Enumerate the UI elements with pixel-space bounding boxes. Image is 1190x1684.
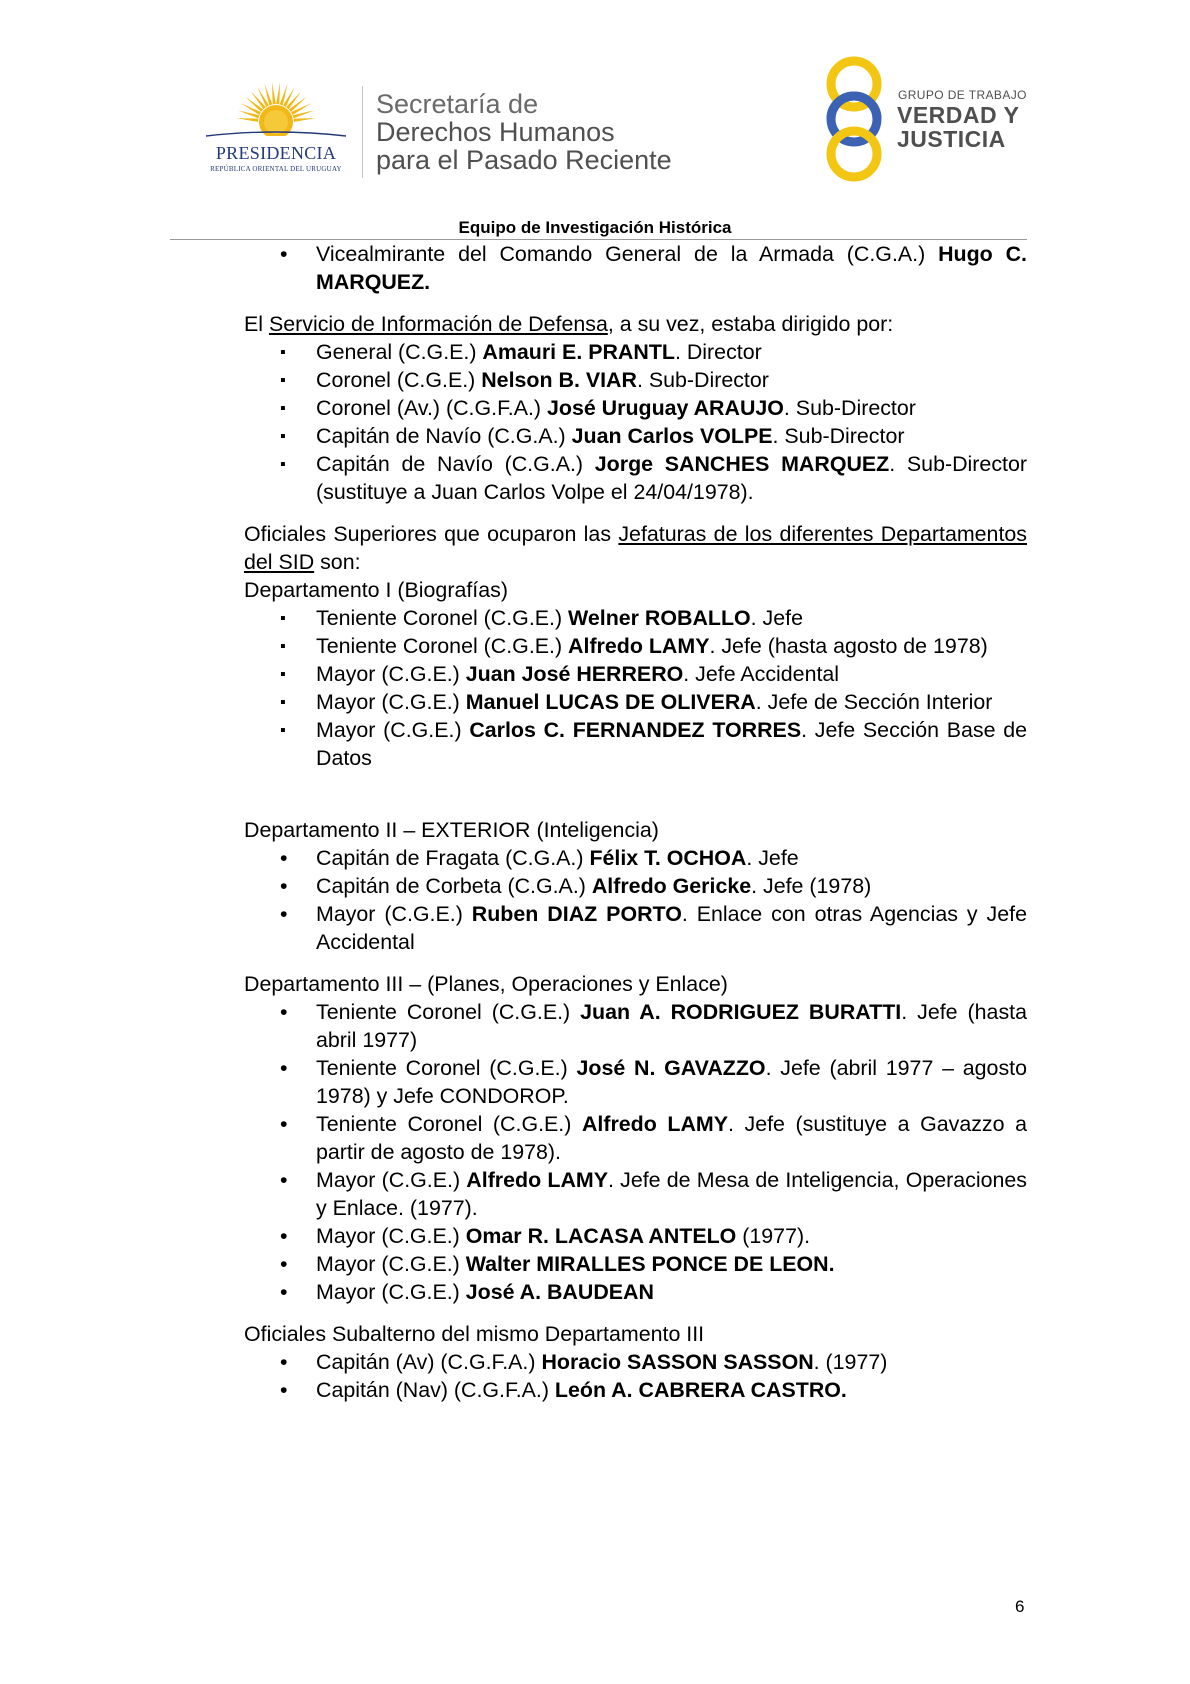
secretaria-title xyxy=(376,90,672,174)
dept2-title: Departamento II – EXTERIOR (Inteligencia) xyxy=(244,818,659,842)
square-bullet-icon: ▪ xyxy=(280,400,286,417)
dept1-list xyxy=(244,604,1027,772)
list-item xyxy=(244,716,1027,772)
role-text: . Sub-Director xyxy=(772,424,905,448)
rank-text: Mayor (C.G.E.) xyxy=(316,1224,466,1248)
presidencia-subtitle: REPÚBLICA ORIENTAL DEL URUGUAY xyxy=(210,165,342,173)
officer-name: José N. GAVAZZO xyxy=(576,1056,766,1080)
rank-text: Teniente Coronel (C.G.E.) xyxy=(316,634,569,658)
rank-text: Mayor (C.G.E.) xyxy=(316,1252,466,1276)
rank-text: Coronel (Av.) (C.G.F.A.) xyxy=(316,396,547,420)
rank-text: Mayor (C.G.E.) xyxy=(316,690,466,714)
bullet-icon: • xyxy=(280,242,288,266)
role-text: (1977). xyxy=(736,1224,811,1248)
rank-text: Capitán de Navío (C.G.A.) xyxy=(316,424,572,448)
officer-name: Welner ROBALLO xyxy=(568,606,751,630)
role-text: . Jefe (1978) xyxy=(751,874,872,898)
list-item xyxy=(244,366,1027,394)
role-text: . Jefe (hasta agosto de 1978) xyxy=(709,634,988,658)
officer-name: Manuel LUCAS DE OLIVERA xyxy=(465,690,756,714)
rank-text: General (C.G.E.) xyxy=(316,340,483,364)
square-bullet-icon: ▪ xyxy=(280,722,286,739)
bullet-icon: • xyxy=(280,1280,288,1304)
subalternos-list xyxy=(244,1348,1027,1404)
officer-name: Félix T. OCHOA xyxy=(589,846,747,870)
sid-director-list xyxy=(244,338,1027,506)
role-text: . Jefe (sustituye a Gavazzo a partir de agosto de 1978). xyxy=(316,1112,1027,1164)
officer-name: Juan A. RODRIGUEZ BURATTI xyxy=(580,1000,902,1024)
officer-name: Walter MIRALLES PONCE DE LEON. xyxy=(465,1252,835,1276)
list-item xyxy=(244,394,1027,422)
rank-text: Capitán (Av) (C.G.F.A.) xyxy=(316,1350,542,1374)
sid-link-text: Servicio de Información de Defensa xyxy=(268,312,608,336)
list-item xyxy=(244,1250,1027,1278)
logo-divider xyxy=(362,86,363,178)
list-item xyxy=(244,450,1027,506)
document-body xyxy=(244,240,1027,1404)
page-header xyxy=(0,0,1190,240)
rank-text: Capitán de Corbeta (C.G.A.) xyxy=(316,874,592,898)
officer-name: Juan Carlos VOLPE xyxy=(571,424,773,448)
square-bullet-icon: ▪ xyxy=(280,372,286,389)
gtvj-title xyxy=(897,103,1019,151)
officer-name: Alfredo LAMY xyxy=(568,634,710,658)
rank-text: Coronel (C.G.E.) xyxy=(316,368,482,392)
officer-name: José Uruguay ARAUJO xyxy=(546,396,784,420)
officer-name: Jorge SANCHES MARQUEZ xyxy=(594,452,890,476)
bullet-icon: • xyxy=(280,1378,288,1402)
gtvj-line-2: JUSTICIA xyxy=(897,126,1006,152)
officer-name: León A. CABRERA CASTRO. xyxy=(554,1378,847,1402)
gtvj-line-1: VERDAD Y xyxy=(897,102,1020,128)
officer-name: Horacio SASSON SASSON xyxy=(541,1350,814,1374)
role-text: . Jefe (abril 1977 – agosto 1978) y Jefe CONDOROP. xyxy=(316,1056,1027,1108)
officer-name: Nelson B. VIAR xyxy=(481,368,637,392)
square-bullet-icon: ▪ xyxy=(280,344,286,361)
rank-text: Capitán de Navío (C.G.A.) xyxy=(316,452,595,476)
dept3-title: Departamento III – (Planes, Operaciones y Enlace) xyxy=(244,972,728,996)
list-item xyxy=(244,844,1027,872)
list-item: • Vicealmirante del Comando General de la Armada (C.G.A.) Hugo C. MARQUEZ. xyxy=(280,242,1027,294)
officer-name: Omar R. LACASA ANTELO xyxy=(465,1224,737,1248)
secretaria-line-1: Secretaría de xyxy=(376,89,539,119)
list-item xyxy=(244,604,1027,632)
rank-text: Mayor (C.G.E.) xyxy=(316,1280,466,1304)
officer-name: Juan José HERRERO xyxy=(465,662,684,686)
list-item xyxy=(244,1110,1027,1166)
bullet-icon: • xyxy=(280,1168,288,1192)
list-item xyxy=(244,872,1027,900)
list-item xyxy=(244,660,1027,688)
role-text: . Jefe (hasta abril 1977) xyxy=(316,1000,1027,1052)
bullet-icon: • xyxy=(280,846,288,870)
page-number: 6 xyxy=(1015,1597,1025,1616)
rank-text: Capitán (Nav) (C.G.F.A.) xyxy=(316,1378,555,1402)
bullet-icon: • xyxy=(280,874,288,898)
secretaria-line-2: Derechos Humanos xyxy=(376,117,615,147)
team-title: Equipo de Investigación Histórica xyxy=(458,218,732,237)
role-text: . Sub-Director xyxy=(636,368,769,392)
rank-text: Mayor (C.G.E.) xyxy=(316,1168,467,1192)
list-item xyxy=(244,1376,1027,1404)
list-item xyxy=(244,998,1027,1054)
gtvj-top-text: GRUPO DE TRABAJO xyxy=(898,88,1027,102)
officer-name: José A. BAUDEAN xyxy=(465,1280,654,1304)
bullet-icon: • xyxy=(280,1252,288,1276)
officer-name: Ruben DIAZ PORTO xyxy=(471,902,682,926)
square-bullet-icon: ▪ xyxy=(280,694,286,711)
role-text: . Jefe xyxy=(750,606,803,630)
list-item xyxy=(244,1348,1027,1376)
officer-name: Amauri E. PRANTL xyxy=(482,340,675,364)
subalternos-title: Oficiales Subalterno del mismo Departamento III xyxy=(244,1322,705,1346)
bullet-icon: • xyxy=(280,1000,288,1024)
role-text: . Jefe xyxy=(746,846,799,870)
rank-text: Mayor (C.G.E.) xyxy=(316,718,470,742)
role-text: . Jefe Accidental xyxy=(683,662,840,686)
presidencia-wordmark: PRESIDENCIA xyxy=(215,143,337,163)
square-bullet-icon: ▪ xyxy=(280,456,286,473)
list-item xyxy=(244,1166,1027,1222)
rank-text: Mayor (C.G.E.) xyxy=(316,662,466,686)
role-text: . Enlace con otras Agencias y Jefe Accidental xyxy=(316,902,1027,954)
list-item xyxy=(244,1278,1027,1306)
bullet-icon: • xyxy=(280,1350,288,1374)
role-text: . Director xyxy=(674,340,762,364)
dept1-title: Departamento I (Biografías) xyxy=(244,578,508,602)
bullet-icon: • xyxy=(280,1056,288,1080)
rank-text: Mayor (C.G.E.) xyxy=(316,902,472,926)
jefaturas-link-text: Jefaturas de los diferentes Departamentos del SID xyxy=(244,522,1027,574)
bullet-icon: • xyxy=(280,902,288,926)
role-text: . Sub-Director xyxy=(783,396,916,420)
square-bullet-icon: ▪ xyxy=(280,610,286,627)
list-item xyxy=(244,1054,1027,1110)
role-text: . Jefe de Sección Interior xyxy=(755,690,993,714)
rank-text: Teniente Coronel (C.G.E.) xyxy=(316,1000,581,1024)
officer-name: Alfredo LAMY xyxy=(466,1168,608,1192)
role-text: . Jefe Sección Base de Datos xyxy=(316,718,1027,770)
list-item xyxy=(244,632,1027,660)
interlocked-rings-icon xyxy=(818,56,898,182)
sid-intro: El Servicio de Información de Defensa, a su vez, estaba dirigido por: xyxy=(244,312,894,336)
list-item xyxy=(244,900,1027,956)
officer-name: Alfredo Gericke xyxy=(591,874,752,898)
secretaria-line-3: para el Pasado Reciente xyxy=(376,145,672,175)
list-item xyxy=(244,1222,1027,1250)
list-item xyxy=(244,422,1027,450)
role-text: . (1977) xyxy=(813,1350,888,1374)
role-text: . Sub-Director (sustituye a Juan Carlos Volpe el 24/04/1978). xyxy=(316,452,1027,504)
rank-text: Capitán de Fragata (C.G.A.) xyxy=(316,846,590,870)
officer-name: Carlos C. FERNANDEZ TORRES xyxy=(469,718,802,742)
list-item xyxy=(244,688,1027,716)
square-bullet-icon: ▪ xyxy=(280,666,286,683)
role-text: . Jefe de Mesa de Inteligencia, Operaciones y Enlace. (1977). xyxy=(316,1168,1027,1220)
rank-text: Teniente Coronel (C.G.E.) xyxy=(316,1056,577,1080)
square-bullet-icon: ▪ xyxy=(280,428,286,445)
rank-text: Teniente Coronel (C.G.E.) xyxy=(316,606,569,630)
square-bullet-icon: ▪ xyxy=(280,638,286,655)
dept3-list xyxy=(244,998,1027,1306)
oficiales-intro: Oficiales Superiores que ocuparon las Jefaturas de los diferentes Departamentos del SID son: xyxy=(244,522,1027,574)
rank-text: Teniente Coronel (C.G.E.) xyxy=(316,1112,582,1136)
dept2-list xyxy=(244,844,1027,956)
officer-name: Alfredo LAMY xyxy=(581,1112,728,1136)
bullet-icon: • xyxy=(280,1224,288,1248)
bullet-icon: • xyxy=(280,1112,288,1136)
list-item xyxy=(244,338,1027,366)
